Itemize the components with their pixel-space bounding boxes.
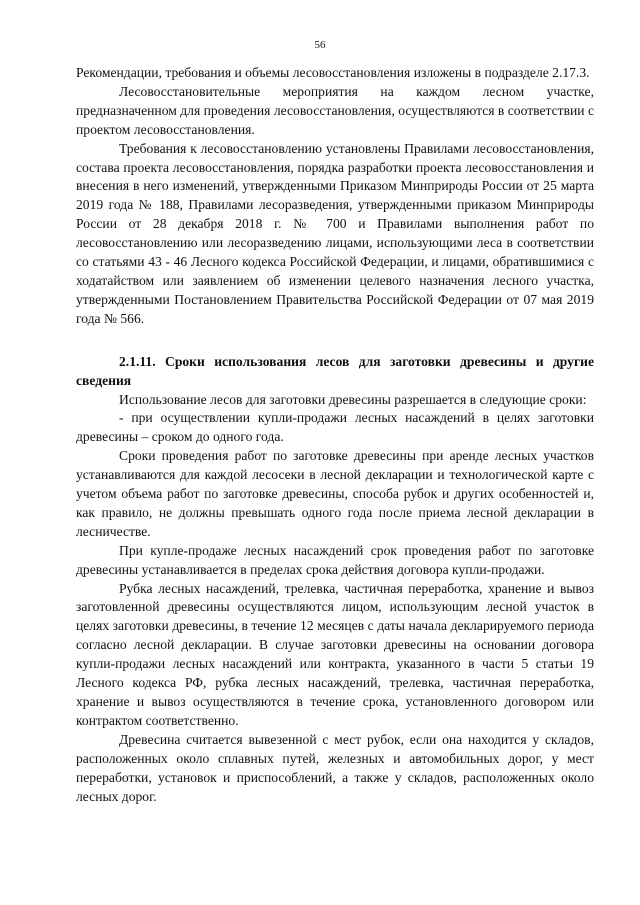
paragraph: Древесина считается вывезенной с мест рубок, если она находится у складов, расположенных около сплавных путей, железных и автомобильных дорог, у мест переработки, установок и приспособлений, а также у складов, расположенных около лесных дорог. (76, 731, 594, 804)
paragraph: Сроки проведения работ по заготовке древесины при аренде лесных участков устанавливаются для каждой лесосеки в лесной декларации и технологической карте с учетом объема работ по заготовке древесины, способа рубок и других особенностей и, как правило, не должны превышать одного года после приема лесной декларации в лесничестве. (76, 448, 594, 539)
page-content (76, 64, 594, 806)
paragraph: Лесовосстановительные мероприятия на каждом лесном участке, предназначенном для проведения лесовосстановления, осуществляются в соответствии с проектом лесовосстановления. (76, 83, 594, 137)
paragraph: Рекомендации, требования и объемы лесовосстановления изложены в подразделе 2.17.3. (76, 65, 590, 80)
list-item: - при осуществлении купли-продажи лесных насаждений в целях заготовки древесины – сроком до одного года. (76, 410, 594, 445)
paragraph: При купле-продаже лесных насаждений срок проведения работ по заготовке древесины устанавливается в пределах срока действия договора купли-продажи. (76, 542, 594, 577)
section-heading: 2.1.11. Сроки использования лесов для заготовки древесины и другие сведения (76, 353, 594, 388)
page-number: 56 (314, 39, 326, 51)
paragraph: Требования к лесовосстановлению установлены Правилами лесовосстановления, состава проекта лесовосстановления, порядка разработки проекта лесовосстановления и внесения в него изменений, утвержденными Приказом Минприроды России от 25 марта 2019 года № 188, Правилами лесоразведения, утвержденными приказом Минприроды России от 28 декабря 2018 г. № 700 и Правилами выполнения работ по лесовосстановлению или лесоразведению лицами, использующими леса в соответствии со статьями 43 - 46 Лесного кодекса Российской Федерации, и лицами, обратившимися с ходатайством или заявлением об изменении целевого назначения лесного участка, утвержденными Постановлением Правительства Российской Федерации от 07 мая 2019 года № 566. (76, 140, 594, 326)
paragraph: Использование лесов для заготовки древесины разрешается в следующие сроки: (119, 391, 587, 407)
paragraph: Рубка лесных насаждений, трелевка, частичная переработка, хранение и вывоз заготовленной древесины осуществляются лицом, использующим лесной участок в целях заготовки древесины, в течение 12 месяцев с даты начала декларируемого периода согласно лесной декларации. В случае заготовки древесины на основании договора купли-продажи лесных насаждений или контракта, указанного в части 5 статьи 19 Лесного кодекса РФ, рубка лесных насаждений, трелевка, частичная переработка, хранение и вывоз осуществляются в течение срока, установленного договором или контрактом соответственно. (76, 580, 594, 728)
